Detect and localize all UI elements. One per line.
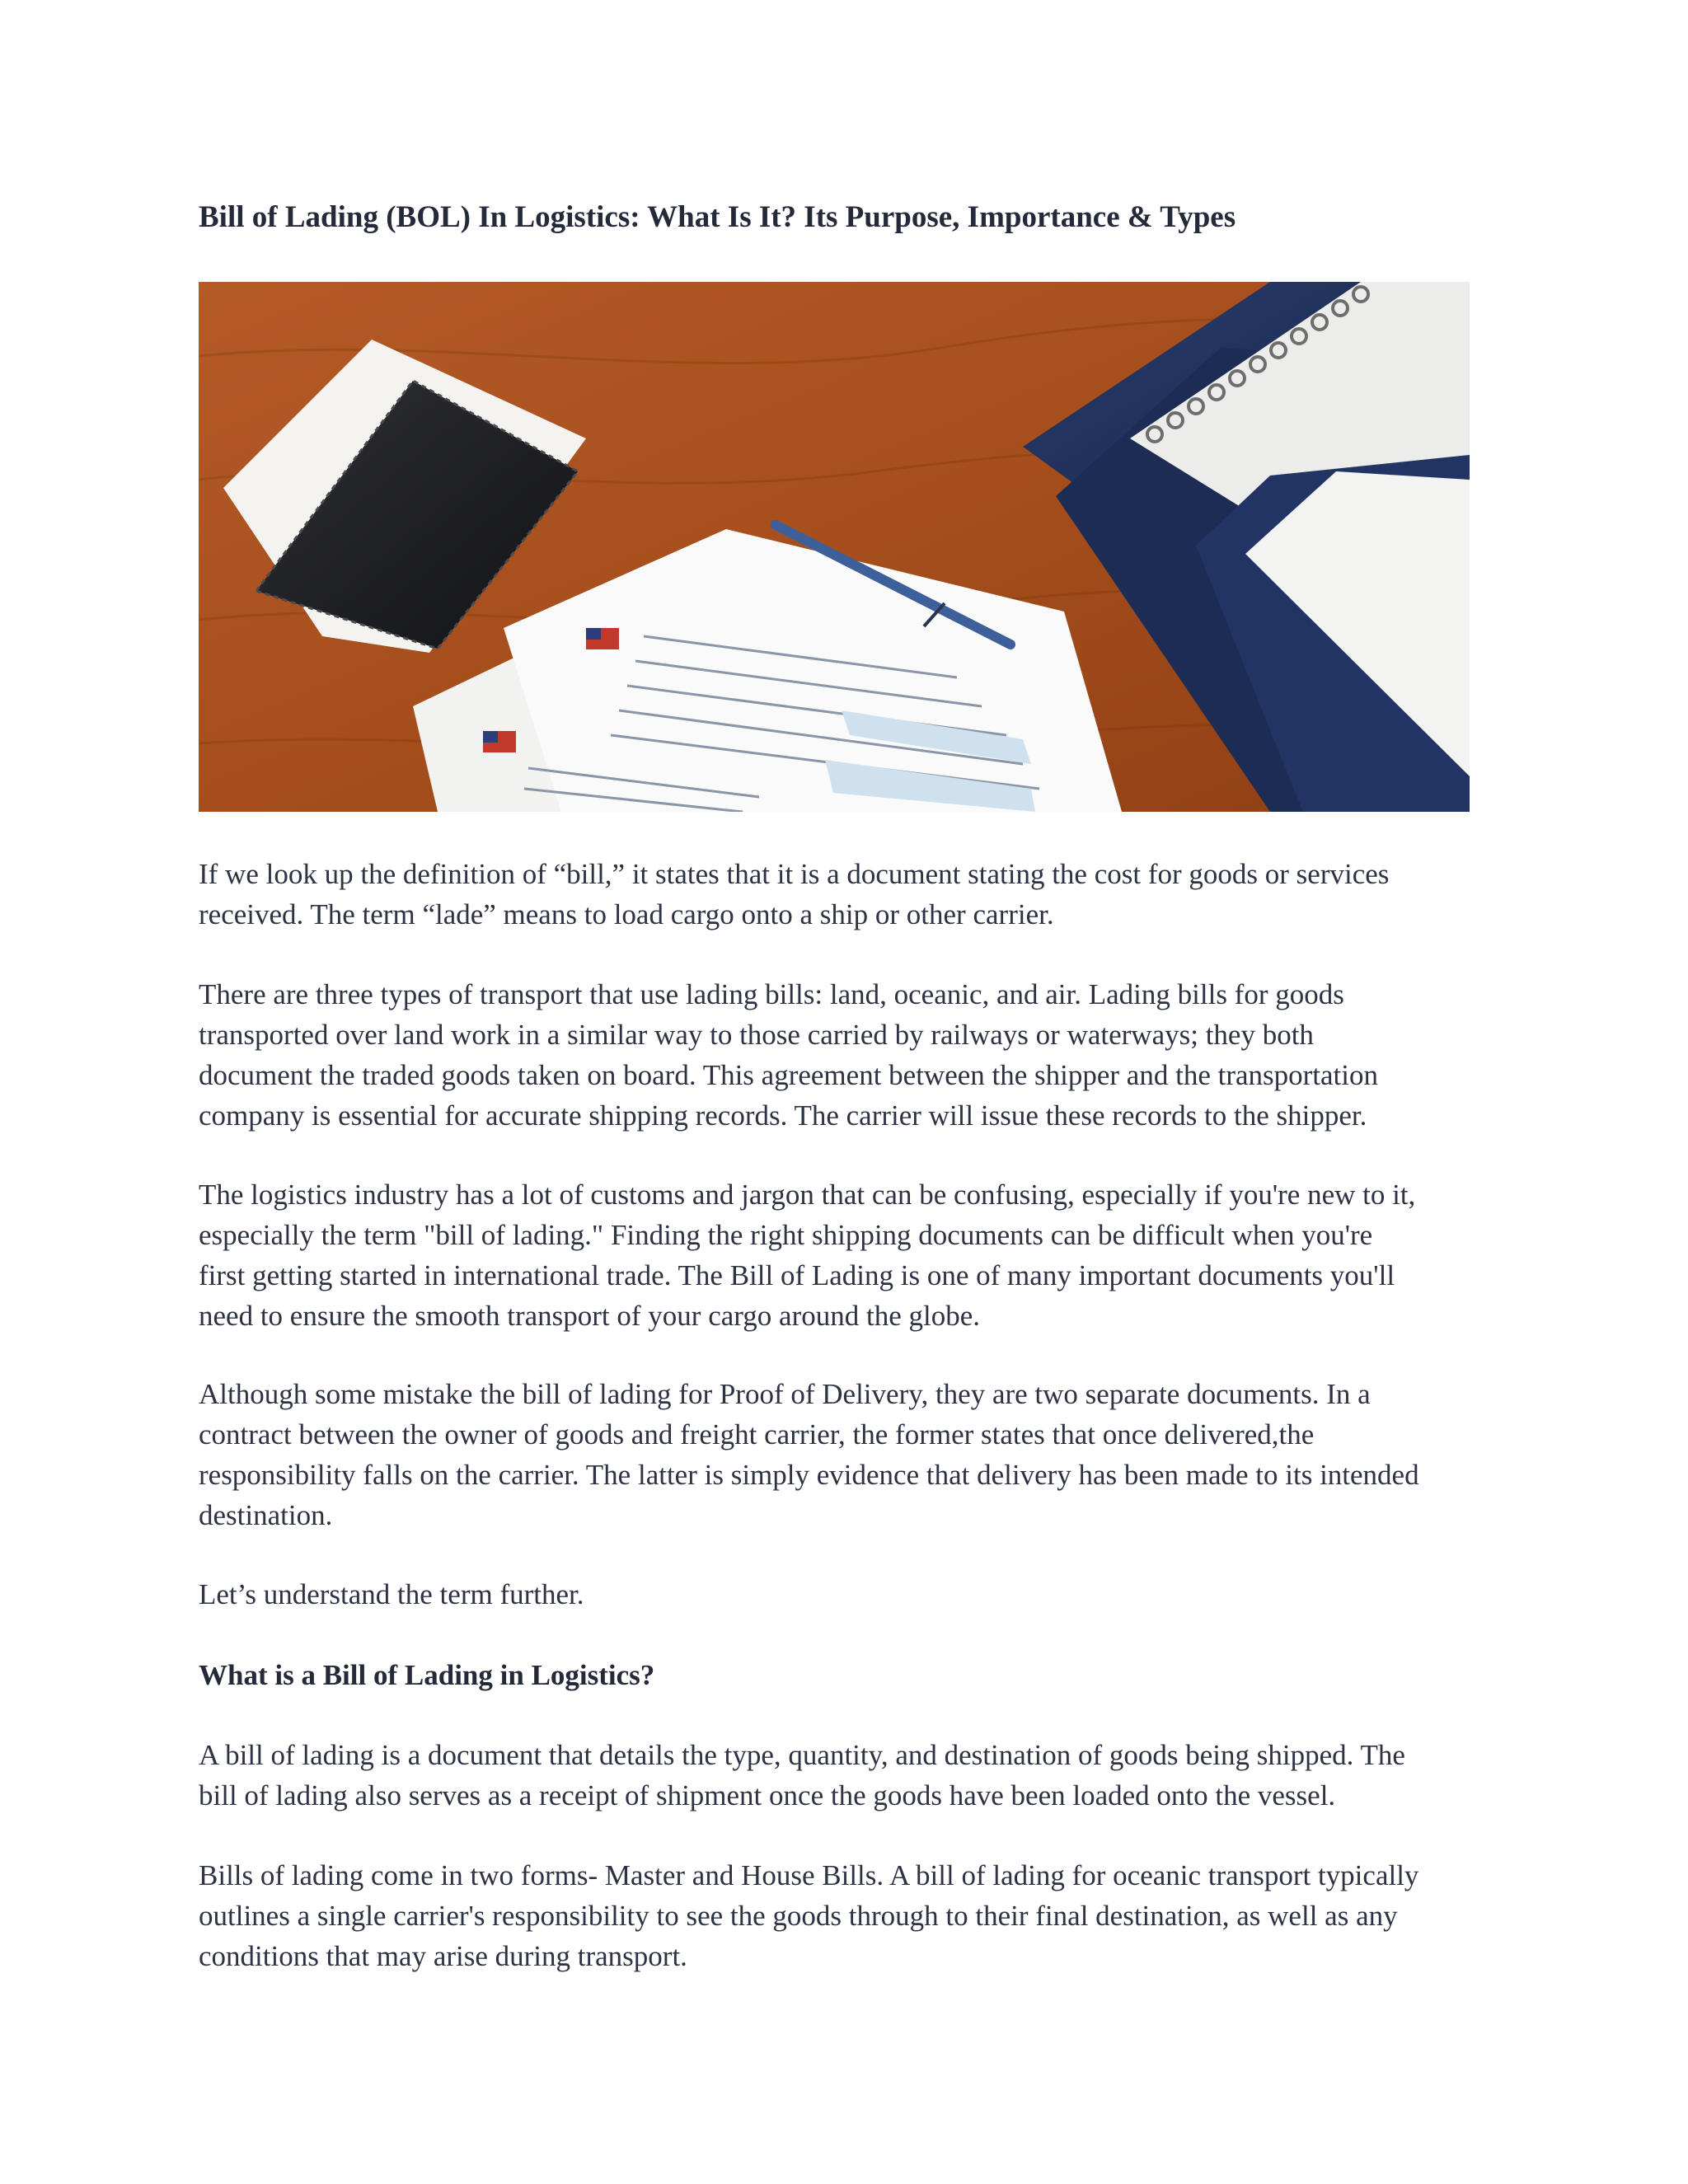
paragraph-logistics-jargon: The logistics industry has a lot of customs and jargon that can be confusing, especially if you're new to it, especially the term "bill of lading." Finding the right shipping documents can be difficult when you're first getting started in international trade. The Bill of Lading is one of many important documents you'll need to ensure the smooth transport of your cargo around the globe.: [199, 1179, 1416, 1332]
article-title: Bill of Lading (BOL) In Logistics: What Is It? Its Purpose, Importance & Types: [199, 200, 1236, 234]
paragraph-bill-definition: If we look up the definition of “bill,” it states that it is a document stating the cost for goods or services received. The term “lade” means to load cargo onto a ship or other carrier.: [199, 858, 1390, 930]
paragraph-bol-forms: Bills of lading come in two forms- Master and House Bills. A bill of lading for oceanic transport typically outlines a single carrier's responsibility to see the goods through to their final destination, as well as any conditions that may arise during transport.: [199, 1859, 1419, 1972]
paragraph-bol-definition: A bill of lading is a document that details the type, quantity, and destination of goods being shipped. The bill of lading also serves as a receipt of shipment once the goods have been loaded onto the vessel.: [199, 1739, 1405, 1811]
desk-photo-illustration: [199, 282, 1470, 812]
hero-image: [199, 282, 1470, 812]
section-heading: What is a Bill of Lading in Logistics?: [199, 1659, 655, 1691]
paragraph-understand-further: Let’s understand the term further.: [199, 1578, 584, 1610]
paragraph-transport-types: There are three types of transport that use lading bills: land, oceanic, and air. Lading bills for goods transported over land work in a similar way to those carried by railways or waterways; they both document the traded goods taken on board. This agreement between the shipper and the transportation company is essential for accurate shipping records. The carrier will issue these records to the shipper.: [199, 978, 1379, 1132]
paragraph-proof-of-delivery: Although some mistake the bill of lading for Proof of Delivery, they are two separate documents. In a contract between the owner of goods and freight carrier, the former states that once delivered,the responsibility falls on the carrier. The latter is simply evidence that delivery has been made to its intended destination.: [199, 1378, 1419, 1531]
